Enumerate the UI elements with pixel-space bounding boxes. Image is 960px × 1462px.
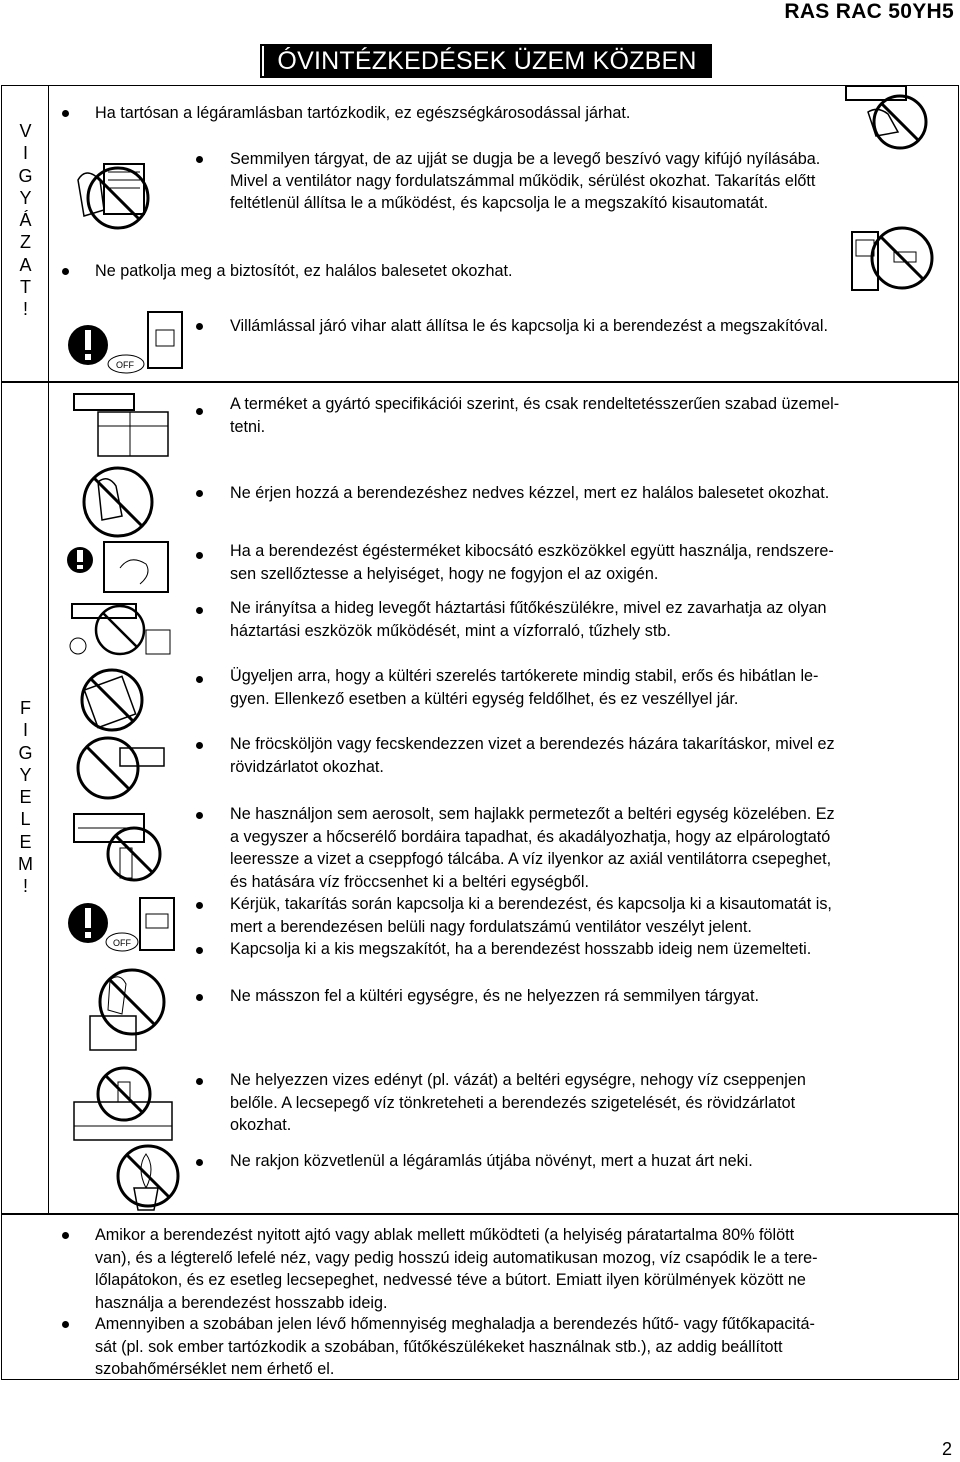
bullet (62, 1321, 69, 1328)
caution-line: Ügyeljen arra, hogy a kültéri szerelés tartókerete mindig stabil, erős és hibátlan le- (230, 667, 819, 685)
note-item (95, 1224, 818, 1314)
side-letter: I (22, 720, 28, 741)
side-letter: Á (19, 210, 32, 231)
side-letter: L (20, 809, 31, 830)
caution-item (230, 597, 827, 642)
prohibition-finger-fan-icon (68, 150, 164, 240)
caution-item (230, 938, 811, 961)
bullet (196, 408, 203, 415)
caution-line: rövidzárlatot okozhat. (230, 757, 384, 776)
caution-item (230, 893, 832, 938)
caution-item (230, 393, 839, 438)
bullet (196, 323, 203, 330)
note-line: szobahőmérséklet nem érhető el. (95, 1360, 335, 1378)
warning-item: Mivel a ventilátor nagy fordulatszámmal működik, sérülést okozhat. Takarítás előtt (230, 172, 816, 190)
caution-item (230, 482, 829, 505)
note-line: sát (pl. sok ember tartózkodik a szobában, fűtőkészülékeket használnak stb.), az addig beállított (95, 1337, 783, 1356)
page-number: 2 (941, 1439, 952, 1459)
caution-line: A terméket a gyártó specifikációi szerint, és csak rendeltetésszerűen szabad üzemel- (230, 395, 840, 413)
prohibition-vase-icon (70, 1064, 176, 1144)
bullet (196, 994, 203, 1001)
prohibition-plant-icon (110, 1140, 186, 1214)
note-item (95, 1313, 815, 1381)
caution-line: háztartási eszközök működését, mint a vízforraló, tűzhely stb. (230, 621, 671, 640)
prohibition-fuse-icon (842, 222, 942, 302)
side-letter: Z (20, 232, 31, 253)
warning-item: Villámlással járó vihar alatt állítsa le és kapcsolja ki a berendezést a megszakítóval. (230, 317, 829, 335)
note-line: Amikor a berendezést nyitott ajtó vagy ablak mellett működteti (a helyiség páratartalma 80% fölött (95, 1226, 795, 1244)
bullet (196, 607, 203, 614)
caution-line: és hatására víz fröccsenhet ki a beltéri egységből. (230, 872, 590, 891)
bullet (196, 490, 203, 497)
caution-item (230, 985, 759, 1008)
side-letter: Y (19, 764, 32, 785)
caution-item (230, 1069, 806, 1137)
caution-item (230, 665, 818, 710)
caution-line: Kapcsolja ki a kis megszakítót, ha a berendezést hosszabb ideig nem üzemelteti. (230, 940, 812, 958)
caution-line: Ne érjen hozzá a berendezéshez nedves kézzel, mert ez halálos balesetet okozhat. (230, 484, 830, 502)
caution-line: leeressze a vizet a cseppfogó tálcába. A víz ilyenkor az axiál ventilátorra csepeghet, (230, 850, 832, 868)
bullet (196, 742, 203, 749)
caution-line: Ne irányítsa a hideg levegőt háztartási fűtőkészülékre, mivel ez zavarhatja az olyan (230, 599, 827, 617)
bullet (196, 812, 203, 819)
caution-item (230, 733, 835, 778)
warning-side-label (2, 120, 49, 321)
breaker-off-icon (104, 308, 188, 376)
side-letter: A (19, 254, 32, 275)
bullet (196, 552, 203, 559)
warning-item: Ha tartósan a légáramlásban tartózkodik, ez egészségkárosodással járhat. (95, 104, 631, 122)
caution-line: Ne másszon fel a kültéri egységre, és ne helyezzen rá semmilyen tárgyat. (230, 987, 760, 1005)
bullet (196, 1078, 203, 1085)
caution-side-column (2, 383, 49, 1213)
prohibition-climb-icon (70, 960, 170, 1060)
side-letter: V (19, 121, 32, 141)
note-line: lőlapátokon, és ez esetleg lecsepeghet, nedvessé téve a bútort. Emiatt ilyen körülmények között ne (95, 1271, 806, 1289)
caution-line: Kérjük, takarítás során kapcsolja ki a berendezést, és kapcsolja ki a kisautomatát is, (230, 895, 832, 913)
prohibition-aerosol-icon (70, 804, 174, 888)
caution-line: Ne használjon sem aerosolt, sem hajlakk permetezőt a beltéri egység közelében. Ez (230, 805, 835, 823)
warning-item: feltétlenül állítsa le a működést, és kapcsolja le a megszakító kisautomatát. (230, 194, 769, 212)
caution-item (230, 803, 835, 893)
warning-side-column (2, 86, 49, 381)
prohibition-wet-hand-icon (68, 460, 168, 542)
side-letter: F (20, 698, 31, 718)
warning-item: Semmilyen tárgyat, de az ujját se dugja be a levegő beszívó vagy kifújó nyílásába. (230, 150, 821, 168)
caution-line: sen szellőztesse a helyiséget, hogy ne fogyjon el az oxigén. (230, 564, 659, 583)
note-line: van), és a légterelő lefelé néz, vagy pedig hosszú ideig automatikusan mozog, víz csapódik le a tere- (95, 1248, 818, 1267)
side-letter: E (19, 787, 32, 808)
side-letter: Y (19, 187, 32, 208)
caution-line: gyen. Ellenkező esetben a kültéri egység feldőlhet, és ez veszéllyel jár. (230, 689, 739, 708)
caution-side-label (2, 697, 49, 898)
ventilation-icon (64, 538, 182, 596)
bullet (196, 1159, 203, 1166)
caution-line: belőle. A lecsepegő víz tönkreteheti a berendezés szigetelését, és rövidzárlatot (230, 1093, 796, 1112)
page-title: ÓVINTÉZKEDÉSEK ÜZEM KÖZBEN (264, 46, 710, 76)
prohibition-airflow-icon (838, 82, 942, 152)
caution-item (230, 540, 834, 585)
bullet (62, 110, 69, 117)
prohibition-water-spray-icon (70, 734, 170, 804)
caution-line: Ne fröcsköljön vagy fecskendezzen vizet a berendezés házára takarításkor, mivel ez (230, 735, 835, 753)
caution-line: mert a berendezésen belüli nagy fordulatszámú ventilátor veszélyt jelent. (230, 917, 752, 936)
note-line: Amennyiben a szobában jelen lévő hőmennyiség meghaladja a berendezés hűtő- vagy fűtőkapacitá- (95, 1315, 815, 1333)
caution-item (230, 1150, 753, 1173)
prohibition-outdoor-frame-icon (70, 664, 170, 736)
side-letter: ! (22, 876, 28, 897)
caution-line: a vegyszer a hőcserélő bordáira tapadhat, és akadályozhatja, hogy az elpárologtató (230, 827, 831, 846)
bullet (196, 902, 203, 909)
caution-line: tetni. (230, 417, 266, 436)
svg-text:OFF: OFF (113, 938, 131, 948)
heater-icon (66, 600, 176, 660)
caution-line: Ha a berendezést égésterméket kibocsátó eszközökkel együtt használja, rendszere- (230, 542, 834, 560)
bullet (62, 1232, 69, 1239)
caution-line: okozhat. (230, 1116, 292, 1134)
indoor-unit-icon (70, 386, 174, 462)
bullet (196, 156, 203, 163)
bullet (62, 268, 69, 275)
caution-line: Ne helyezzen vizes edényt (pl. vázát) a beltéri egységre, nehogy víz cseppenjen (230, 1071, 806, 1089)
bullet (196, 676, 203, 683)
side-letter: I (22, 143, 28, 164)
side-letter: M (18, 854, 33, 875)
side-letter: ! (22, 299, 28, 320)
model-header: RAS RAC 50YH5 (784, 0, 954, 23)
svg-text:OFF: OFF (116, 360, 134, 370)
bullet (196, 947, 203, 954)
side-letter: T (20, 277, 31, 298)
side-letter: E (19, 831, 32, 852)
caution-line: Ne rakjon közvetlenül a légáramlás útjába növényt, mert a huzat árt neki. (230, 1152, 753, 1170)
side-letter: G (18, 742, 33, 763)
warning-item: Ne patkolja meg a biztosítót, ez halálos balesetet okozhat. (95, 262, 513, 280)
note-line: használja a berendezést hosszabb ideig. (95, 1293, 388, 1312)
breaker-off-icon (104, 890, 184, 956)
side-letter: G (18, 165, 33, 186)
